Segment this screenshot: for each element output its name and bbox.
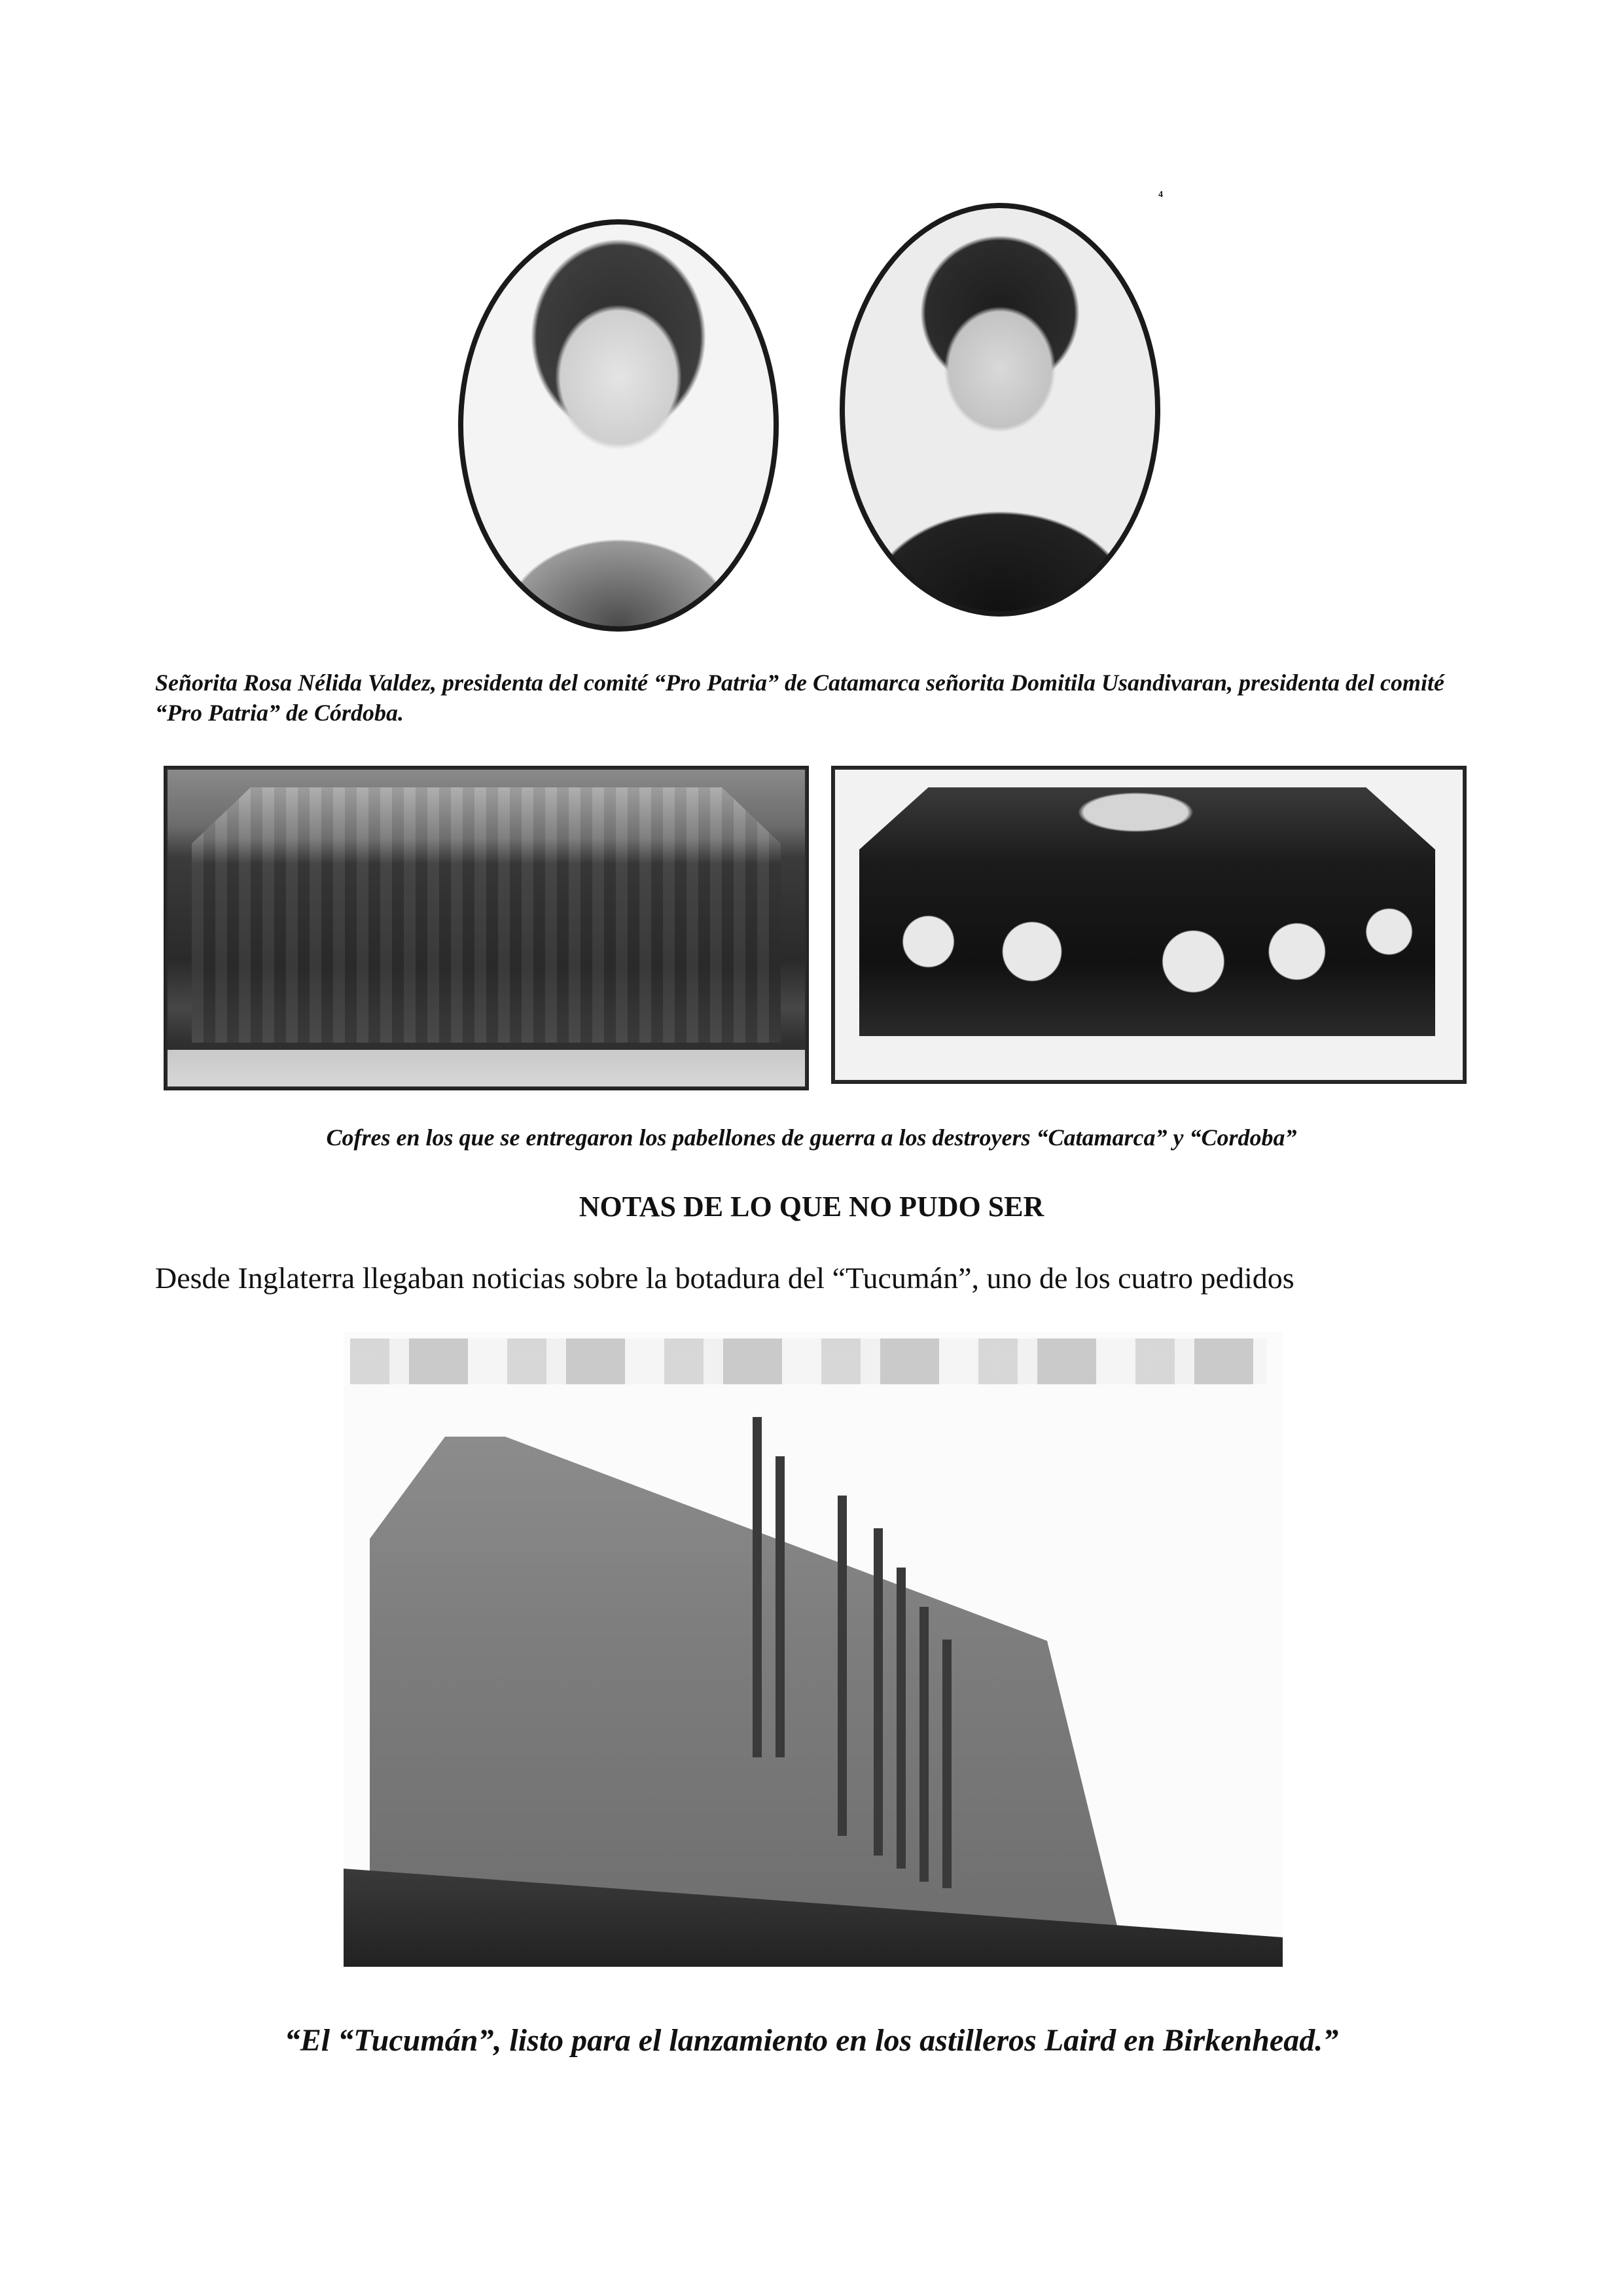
crane-pole (776, 1456, 785, 1757)
crane-pole (897, 1568, 906, 1869)
crane-pole (942, 1640, 952, 1888)
section-heading: NOTAS DE LO QUE NO PUDO SER (579, 1191, 1044, 1223)
crane-pole (919, 1607, 929, 1882)
portrait-photo-usandivaran (840, 203, 1160, 617)
crane-pole (838, 1496, 847, 1836)
crane-pole (874, 1528, 883, 1856)
coffers-caption: Cofres en los que se entregaron los pabellones de guerra a los destroyers “Catamarca” y “Cordoba” (326, 1124, 1297, 1151)
portraits-caption: Señorita Rosa Nélida Valdez, presidenta del comité “Pro Patria” de Catamarca señorita Domitila Usandivaran, presidenta del comité “Pro Patria” de Córdoba. (155, 670, 1444, 726)
portrait-photo-valdez (458, 219, 779, 632)
crane-pole (753, 1417, 762, 1757)
coffer-image (859, 787, 1435, 1036)
coffer-photo-cordoba (831, 766, 1467, 1084)
photo-header-strip (350, 1338, 1266, 1384)
ship-photo-tucuman (344, 1332, 1283, 1967)
ship-hull (370, 1437, 1122, 1947)
body-paragraph: Desde Inglaterra llegaban noticias sobre la botadura del “Tucumán”, uno de los cuatro pedidos (155, 1261, 1294, 1295)
coffer-image (192, 787, 781, 1043)
coffer-photo-catamarca (164, 766, 809, 1090)
ship-caption: “El “Tucumán”, listo para el lanzamiento en los astilleros Laird en Birkenhead.” (284, 2023, 1339, 2058)
page-mark: 4 (1158, 190, 1163, 200)
